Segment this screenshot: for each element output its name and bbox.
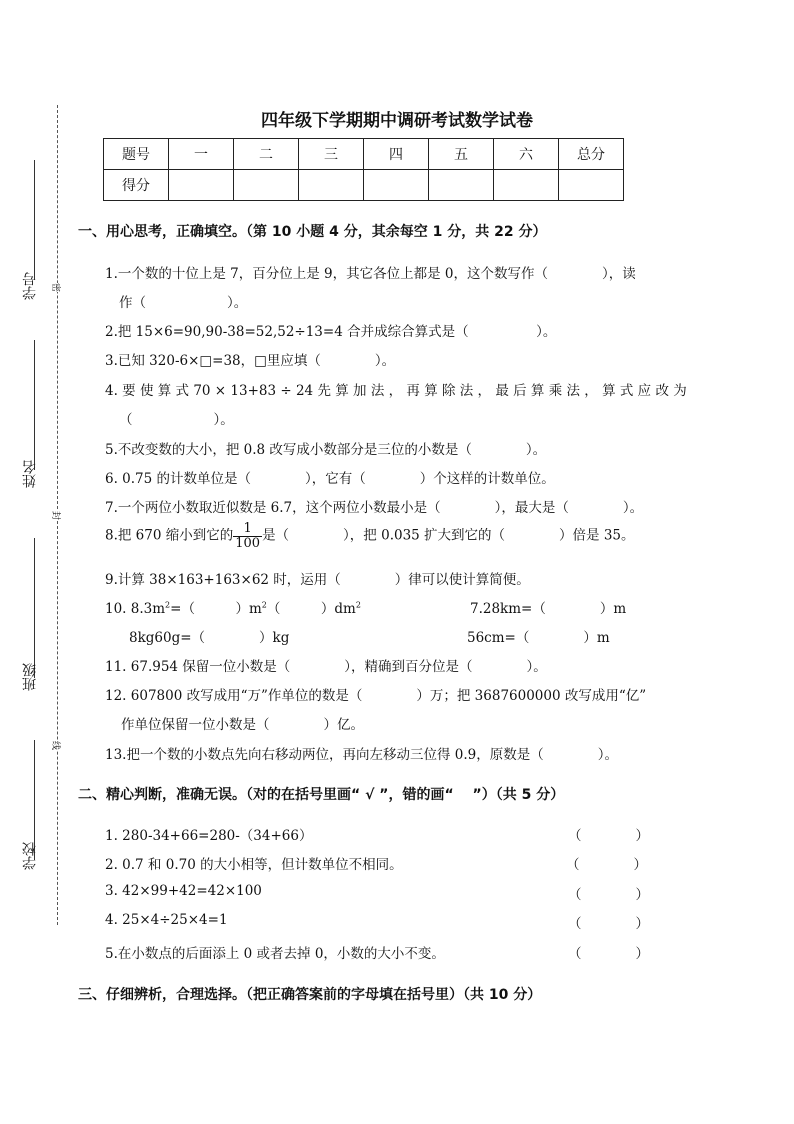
seal-char-feng: 封: [49, 511, 64, 520]
score-row-label: 得分: [104, 170, 169, 201]
judge-item-2: 2. 0.7 和 0.70 的大小相等，但计数单位不相同。: [105, 857, 403, 873]
question-4-line1: 4. 要 使 算 式 70 × 13+83 ÷ 24 先 算 加 法 ， 再 算 除 法 ， 最 后 算 乘 法 ， 算 式 应 改 为: [105, 383, 687, 399]
superscript-2: 2: [355, 600, 361, 610]
q10-part-b: =（ ）m: [170, 601, 262, 617]
section2-heading: 二、精心判断，准确无误。（对的在括号里画“ √ ”，错的画“ ”）（共 5 分）: [78, 787, 565, 803]
class-line: [34, 538, 35, 678]
score-input-cell[interactable]: [234, 170, 299, 201]
score-input-cell[interactable]: [494, 170, 559, 201]
q10-part-e: 8kg60g=（ ）kg: [129, 630, 290, 646]
superscript-2: 2: [165, 600, 171, 610]
question-2: 2.把 15×6=90,90-38=52,52÷13=4 合并成综合算式是（ ）。: [105, 324, 557, 340]
name-line: [34, 340, 35, 470]
fraction-numerator: 1: [233, 522, 262, 537]
question-7: 7.一个两位小数取近似数是 6.7，这个两位小数最小是（ ），最大是（ ）。: [105, 500, 644, 516]
section1-heading: 一、用心思考，正确填空。（第 10 小题 4 分，其余每空 1 分，共 22 分）: [78, 224, 547, 240]
table-header-cell: 六: [494, 139, 559, 170]
section3-heading: 三、仔细辨析，合理选择。（把正确答案前的字母填在括号里）（共 10 分）: [78, 987, 542, 1003]
table-header-cell: 四: [364, 139, 429, 170]
q10-part-c: （ ）dm: [266, 601, 356, 617]
question-8: [105, 522, 635, 550]
answer-paren[interactable]: （ ）: [568, 946, 649, 962]
q10-part-a: 10. 8.3m: [105, 601, 166, 617]
judge-item-1: 1. 280-34+66=280-（34+66）: [105, 828, 313, 844]
name-label: 姓名: [22, 460, 38, 488]
score-table-header-row: [104, 139, 624, 170]
superscript-2: 2: [261, 600, 267, 610]
score-input-cell[interactable]: [169, 170, 234, 201]
answer-paren[interactable]: （ ）: [568, 887, 649, 903]
question-8-part-a: 8.把 670 缩小到它的: [105, 527, 234, 544]
score-input-cell[interactable]: [299, 170, 364, 201]
answer-paren[interactable]: （ ）: [568, 828, 649, 844]
seal-char-mi: 密: [49, 283, 64, 292]
table-header-cell: 二: [234, 139, 299, 170]
score-input-cell[interactable]: [429, 170, 494, 201]
student-id-line: [34, 160, 35, 280]
question-12-line2: 作单位保留一位小数是（ ）亿。: [121, 717, 364, 733]
question-8-part-b: 是（ ），把 0.035 扩大到它的（ ）倍是 35。: [262, 527, 635, 544]
fraction-denominator: 100: [235, 535, 261, 551]
question-3: 3.已知 320-6×□=38，□里应填（ ）。: [105, 353, 396, 369]
table-header-cell: 题号: [104, 139, 169, 170]
question-4-line2: （ ）。: [119, 412, 234, 428]
score-table: [103, 138, 624, 201]
student-id-label: 学号: [22, 272, 38, 300]
seal-char-xian: 线: [49, 741, 64, 750]
question-10-line1: [105, 597, 361, 617]
question-13: 13.把一个数的小数点先向右移动两位，再向左移动三位得 0.9，原数是（ ）。: [105, 747, 618, 763]
exam-title: 四年级下学期期中调研考试数学试卷: [261, 111, 533, 131]
class-label: 班级: [22, 663, 38, 691]
score-input-cell[interactable]: [559, 170, 624, 201]
question-1-line1: 1.一个数的十位上是 7，百分位上是 9，其它各位上都是 0，这个数写作（ ），读: [105, 266, 636, 282]
table-header-cell: 三: [299, 139, 364, 170]
judge-item-3: 3. 42×99+42=42×100: [105, 883, 262, 899]
judge-item-5: 5.在小数点的后面添上 0 或者去掉 0，小数的大小不变。: [105, 946, 445, 962]
table-header-cell: 总分: [559, 139, 624, 170]
fraction-1-100: [233, 522, 262, 550]
answer-paren[interactable]: （ ）: [566, 857, 647, 873]
q10-part-f: 56cm=（ ）m: [467, 630, 610, 646]
table-header-cell: 五: [429, 139, 494, 170]
school-label: 学校: [22, 842, 38, 870]
score-table-score-row: [104, 170, 624, 201]
question-5: 5.不改变数的大小，把 0.8 改写成小数部分是三位的小数是（ ）。: [105, 442, 547, 458]
q10-part-d: 7.28km=（ ）m: [470, 601, 627, 617]
table-header-cell: 一: [169, 139, 234, 170]
question-12-line1: 12. 607800 改写成用“万”作单位的数是（ ）万；把 3687600000 改写成用“亿”: [105, 688, 647, 704]
score-input-cell[interactable]: [364, 170, 429, 201]
answer-paren[interactable]: （ ）: [568, 916, 649, 932]
question-9: 9.计算 38×163+163×62 时，运用（ ）律可以使计算简便。: [105, 572, 530, 588]
judge-item-4: 4. 25×4÷25×4=1: [105, 912, 228, 928]
question-6: 6. 0.75 的计数单位是（ ），它有（ ）个这样的计数单位。: [105, 471, 555, 487]
question-11: 11. 67.954 保留一位小数是（ ），精确到百分位是（ ）。: [105, 659, 547, 675]
question-1-line2: 作（ ）。: [119, 295, 248, 311]
